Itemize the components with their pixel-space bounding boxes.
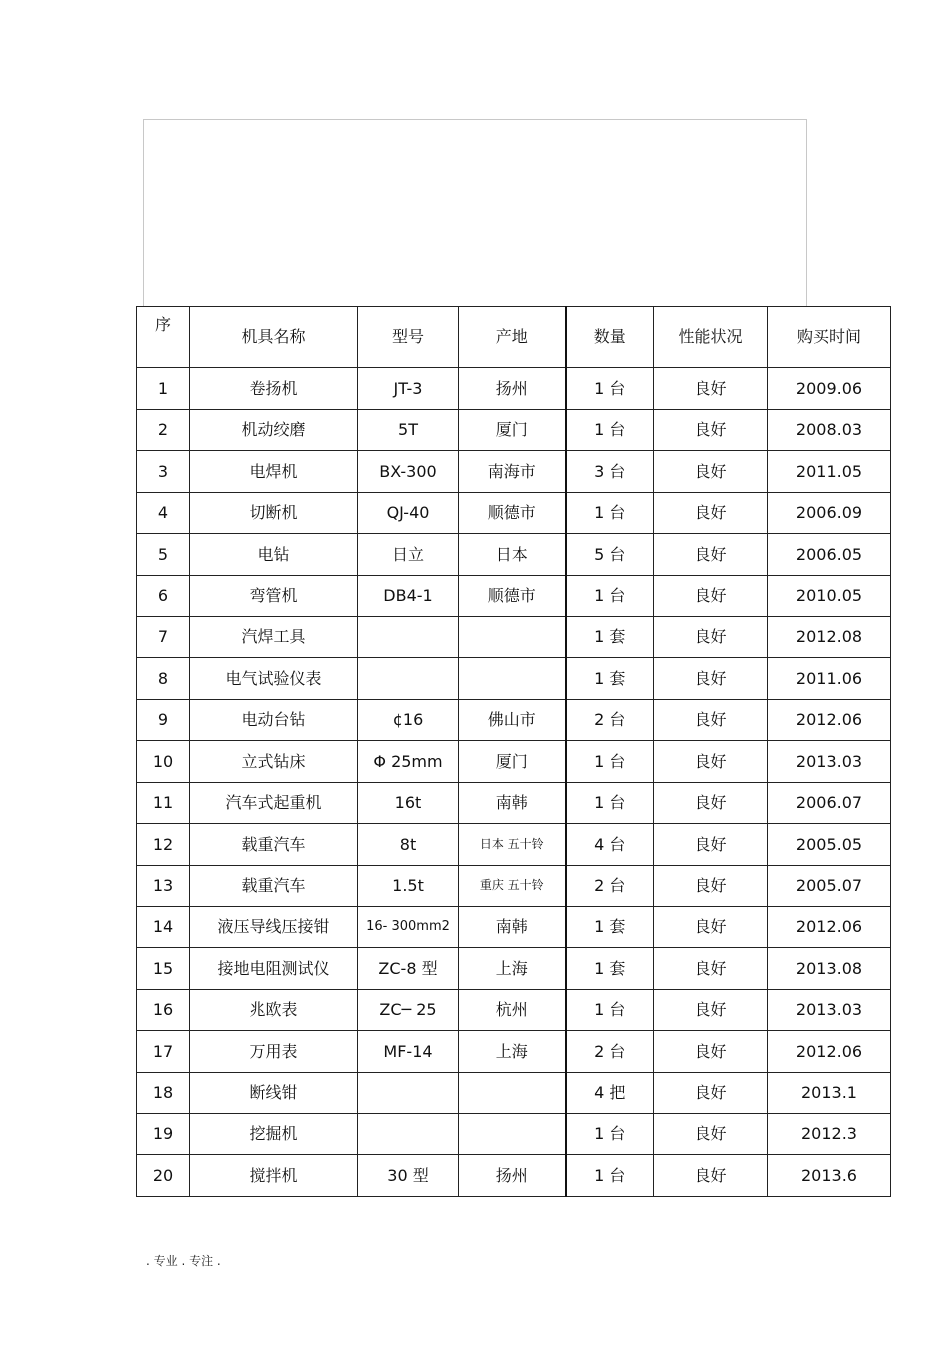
table-row [137, 824, 891, 865]
cell-name: 液压导线压接钳 [190, 906, 358, 947]
table-row [137, 1114, 891, 1155]
cell-condition: 良好 [654, 534, 768, 575]
cell-seq: 19 [137, 1114, 190, 1155]
cell-model [358, 617, 459, 658]
cell-condition: 良好 [654, 906, 768, 947]
cell-seq: 17 [137, 1031, 190, 1072]
cell-seq: 11 [137, 782, 190, 823]
cell-seq: 10 [137, 741, 190, 782]
cell-model [358, 1072, 459, 1113]
cell-quantity: 1 台 [566, 492, 654, 533]
table-row [137, 741, 891, 782]
cell-purchase-date: 2006.05 [768, 534, 891, 575]
cell-quantity: 1 台 [566, 575, 654, 616]
cell-origin: 日本 五十铃 [459, 824, 566, 865]
table-row [137, 699, 891, 740]
header-condition: 性能状况 [654, 307, 768, 368]
cell-purchase-date: 2012.3 [768, 1114, 891, 1155]
cell-purchase-date: 2009.06 [768, 368, 891, 409]
cell-quantity: 2 台 [566, 865, 654, 906]
cell-seq: 12 [137, 824, 190, 865]
cell-quantity: 1 套 [566, 948, 654, 989]
cell-name: 电气试验仪表 [190, 658, 358, 699]
header-purchase-date: 购买时间 [768, 307, 891, 368]
cell-name: 兆欧表 [190, 989, 358, 1030]
cell-condition: 良好 [654, 865, 768, 906]
cell-model: QJ-40 [358, 492, 459, 533]
cell-condition: 良好 [654, 824, 768, 865]
cell-quantity: 1 套 [566, 617, 654, 658]
header-quantity: 数量 [566, 307, 654, 368]
cell-purchase-date: 2012.06 [768, 699, 891, 740]
cell-origin: 上海 [459, 948, 566, 989]
header-frame [143, 119, 807, 307]
cell-origin: 日本 [459, 534, 566, 575]
cell-origin: 顺德市 [459, 575, 566, 616]
cell-purchase-date: 2012.06 [768, 1031, 891, 1072]
cell-origin: 扬州 [459, 1155, 566, 1197]
cell-seq: 2 [137, 409, 190, 450]
cell-name: 载重汽车 [190, 865, 358, 906]
cell-purchase-date: 2006.09 [768, 492, 891, 533]
cell-purchase-date: 2011.05 [768, 451, 891, 492]
cell-condition: 良好 [654, 948, 768, 989]
cell-condition: 良好 [654, 575, 768, 616]
cell-name: 搅拌机 [190, 1155, 358, 1197]
cell-seq: 16 [137, 989, 190, 1030]
cell-condition: 良好 [654, 989, 768, 1030]
table-row [137, 658, 891, 699]
cell-seq: 15 [137, 948, 190, 989]
cell-origin: 厦门 [459, 409, 566, 450]
cell-model: JT-3 [358, 368, 459, 409]
cell-quantity: 2 台 [566, 699, 654, 740]
cell-purchase-date: 2008.03 [768, 409, 891, 450]
cell-origin [459, 1072, 566, 1113]
cell-quantity: 4 台 [566, 824, 654, 865]
cell-condition: 良好 [654, 368, 768, 409]
cell-condition: 良好 [654, 1072, 768, 1113]
header-origin: 产地 [459, 307, 566, 368]
cell-quantity: 1 台 [566, 1114, 654, 1155]
cell-origin: 佛山市 [459, 699, 566, 740]
cell-name: 弯管机 [190, 575, 358, 616]
cell-model: ¢16 [358, 699, 459, 740]
equipment-table [136, 306, 891, 1197]
cell-purchase-date: 2013.03 [768, 741, 891, 782]
cell-seq: 14 [137, 906, 190, 947]
cell-model [358, 658, 459, 699]
table-row [137, 409, 891, 450]
cell-name: 断线钳 [190, 1072, 358, 1113]
table-row [137, 1155, 891, 1197]
cell-condition: 良好 [654, 617, 768, 658]
cell-quantity: 3 台 [566, 451, 654, 492]
table-row [137, 948, 891, 989]
cell-model: MF-14 [358, 1031, 459, 1072]
cell-quantity: 1 台 [566, 1155, 654, 1197]
cell-purchase-date: 2010.05 [768, 575, 891, 616]
cell-condition: 良好 [654, 699, 768, 740]
cell-condition: 良好 [654, 1155, 768, 1197]
table-row [137, 1072, 891, 1113]
cell-seq: 18 [137, 1072, 190, 1113]
cell-purchase-date: 2013.6 [768, 1155, 891, 1197]
cell-seq: 4 [137, 492, 190, 533]
cell-name: 挖掘机 [190, 1114, 358, 1155]
table-row [137, 782, 891, 823]
cell-quantity: 1 台 [566, 409, 654, 450]
cell-purchase-date: 2011.06 [768, 658, 891, 699]
table-header-row [137, 307, 891, 368]
cell-name: 万用表 [190, 1031, 358, 1072]
cell-name: 载重汽车 [190, 824, 358, 865]
cell-quantity: 1 台 [566, 741, 654, 782]
cell-purchase-date: 2012.06 [768, 906, 891, 947]
cell-name: 汽车式起重机 [190, 782, 358, 823]
cell-name: 卷扬机 [190, 368, 358, 409]
table-row [137, 989, 891, 1030]
table-row [137, 1031, 891, 1072]
table-row [137, 492, 891, 533]
cell-model: 8t [358, 824, 459, 865]
cell-seq: 20 [137, 1155, 190, 1197]
page-footer: . 专业 . 专注 . [146, 1254, 221, 1268]
cell-quantity: 5 台 [566, 534, 654, 575]
cell-condition: 良好 [654, 492, 768, 533]
table-row [137, 575, 891, 616]
cell-origin: 扬州 [459, 368, 566, 409]
cell-purchase-date: 2013.08 [768, 948, 891, 989]
cell-origin: 厦门 [459, 741, 566, 782]
cell-name: 接地电阻测试仪 [190, 948, 358, 989]
header-seq: 序 [137, 307, 190, 368]
cell-model: Φ 25mm [358, 741, 459, 782]
cell-model: ZC─ 25 [358, 989, 459, 1030]
cell-model: DB4-1 [358, 575, 459, 616]
cell-quantity: 1 台 [566, 368, 654, 409]
cell-seq: 9 [137, 699, 190, 740]
cell-origin: 南海市 [459, 451, 566, 492]
cell-model: 日立 [358, 534, 459, 575]
cell-model: ZC-8 型 [358, 948, 459, 989]
table-row [137, 906, 891, 947]
cell-model: 16t [358, 782, 459, 823]
cell-model: BX-300 [358, 451, 459, 492]
cell-seq: 6 [137, 575, 190, 616]
cell-seq: 3 [137, 451, 190, 492]
table-row [137, 451, 891, 492]
header-model: 型号 [358, 307, 459, 368]
cell-condition: 良好 [654, 1114, 768, 1155]
cell-condition: 良好 [654, 451, 768, 492]
cell-seq: 1 [137, 368, 190, 409]
header-name: 机具名称 [190, 307, 358, 368]
table-row [137, 534, 891, 575]
cell-name: 立式钻床 [190, 741, 358, 782]
cell-quantity: 1 套 [566, 658, 654, 699]
cell-purchase-date: 2006.07 [768, 782, 891, 823]
cell-name: 机动绞磨 [190, 409, 358, 450]
cell-model [358, 1114, 459, 1155]
cell-seq: 7 [137, 617, 190, 658]
cell-name: 汽焊工具 [190, 617, 358, 658]
cell-origin: 杭州 [459, 989, 566, 1030]
cell-quantity: 4 把 [566, 1072, 654, 1113]
cell-condition: 良好 [654, 782, 768, 823]
cell-name: 电动台钻 [190, 699, 358, 740]
cell-purchase-date: 2005.05 [768, 824, 891, 865]
cell-purchase-date: 2013.03 [768, 989, 891, 1030]
cell-name: 电焊机 [190, 451, 358, 492]
cell-seq: 5 [137, 534, 190, 575]
cell-model: 1.5t [358, 865, 459, 906]
cell-origin [459, 617, 566, 658]
cell-purchase-date: 2005.07 [768, 865, 891, 906]
cell-origin [459, 658, 566, 699]
cell-condition: 良好 [654, 1031, 768, 1072]
cell-purchase-date: 2012.08 [768, 617, 891, 658]
cell-name: 切断机 [190, 492, 358, 533]
cell-model: 30 型 [358, 1155, 459, 1197]
cell-origin: 重庆 五十铃 [459, 865, 566, 906]
cell-seq: 13 [137, 865, 190, 906]
cell-quantity: 1 套 [566, 906, 654, 947]
table-row [137, 865, 891, 906]
cell-origin: 南韩 [459, 906, 566, 947]
cell-condition: 良好 [654, 741, 768, 782]
cell-origin [459, 1114, 566, 1155]
cell-model: 16- 300mm2 [358, 906, 459, 947]
cell-name: 电钻 [190, 534, 358, 575]
cell-model: 5T [358, 409, 459, 450]
cell-condition: 良好 [654, 409, 768, 450]
cell-purchase-date: 2013.1 [768, 1072, 891, 1113]
cell-origin: 南韩 [459, 782, 566, 823]
cell-condition: 良好 [654, 658, 768, 699]
cell-quantity: 1 台 [566, 989, 654, 1030]
cell-quantity: 1 台 [566, 782, 654, 823]
cell-origin: 上海 [459, 1031, 566, 1072]
cell-quantity: 2 台 [566, 1031, 654, 1072]
cell-seq: 8 [137, 658, 190, 699]
table-row [137, 617, 891, 658]
cell-origin: 顺德市 [459, 492, 566, 533]
table-row [137, 368, 891, 409]
